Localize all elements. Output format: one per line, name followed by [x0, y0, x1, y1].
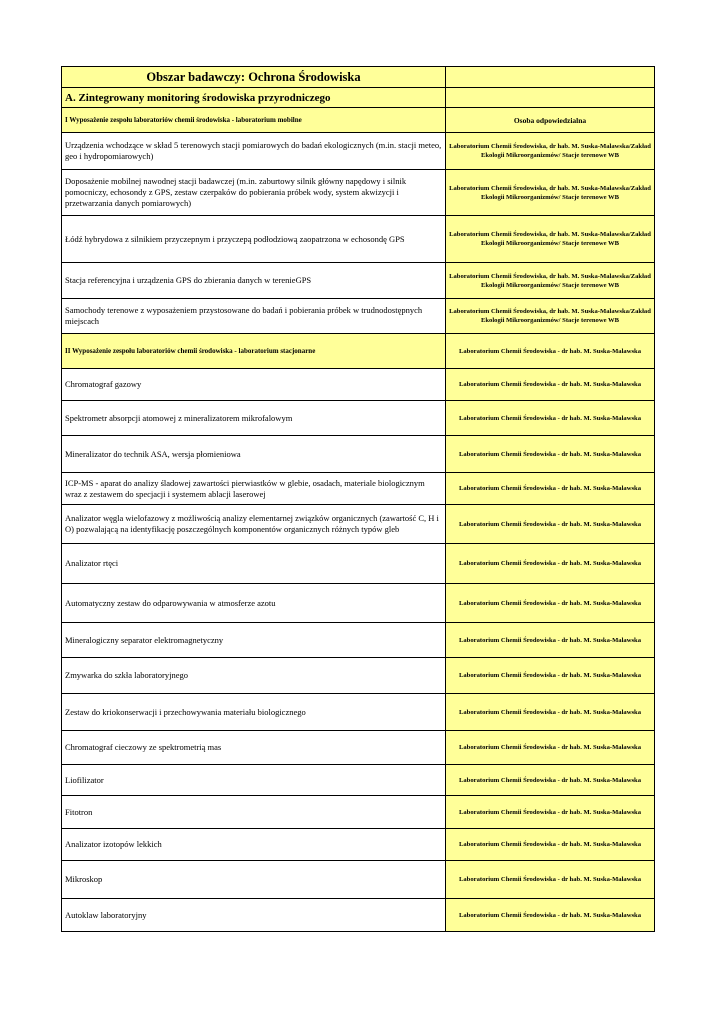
table-row — [62, 505, 655, 544]
equipment-item: Urządzenia wchodzące w skład 5 terenowych stacji pomiarowych do badań ekologicznych (m.in. stacji meteo, geo i hydropomiarowych) — [62, 133, 446, 170]
responsible-unit: Laboratorium Chemii Środowiska, dr hab. M. Suska-Malawska/Zakład Ekologii Mikroorganizmów/ Stacje terenowe WB — [446, 299, 655, 334]
table-row — [62, 899, 655, 932]
responsible-unit: Laboratorium Chemii Środowiska - dr hab. M. Suska-Malawska — [446, 796, 655, 829]
equipment-item: ICP-MS - aparat do analizy śladowej zawartości pierwiastków w glebie, osadach, materiale biologicznym wraz z zestawem do specjacji i systemem ablacji laserowej — [62, 473, 446, 505]
responsible-unit: Laboratorium Chemii Środowiska, dr hab. M. Suska-Malawska/Zakład Ekologii Mikroorganizmów/ Stacje terenowe WB — [446, 216, 655, 263]
equipment-item: Analizator węgla wielofazowy z możliwością analizy elementarnej związków organicznych (zawartość C, H i O) pozwalającą na identyfikację poszczególnych komponentów organicznych różnych typów gleb — [62, 505, 446, 544]
equipment-table-body — [62, 67, 655, 932]
responsible-unit: Laboratorium Chemii Środowiska - dr hab. M. Suska-Malawska — [446, 765, 655, 796]
equipment-item: Mikroskop — [62, 861, 446, 899]
responsible-unit: Laboratorium Chemii Środowiska - dr hab. M. Suska-Malawska — [446, 731, 655, 765]
responsible-unit: Laboratorium Chemii Środowiska, dr hab. M. Suska-Malawska/Zakład Ekologii Mikroorganizmów/ Stacje terenowe WB — [446, 263, 655, 299]
equipment-item: Zestaw do kriokonserwacji i przechowywania materiału biologicznego — [62, 694, 446, 731]
responsible-unit: Laboratorium Chemii Środowiska - dr hab. M. Suska-Malawska — [446, 436, 655, 473]
responsible-unit: Laboratorium Chemii Środowiska - dr hab. M. Suska-Malawska — [446, 899, 655, 932]
equipment-item: Spektrometr absorpcji atomowej z mineralizatorem mikrofalowym — [62, 401, 446, 436]
table-row — [62, 861, 655, 899]
table-row — [62, 829, 655, 861]
document-title: Obszar badawczy: Ochrona Środowiska — [62, 67, 446, 88]
table-row — [62, 694, 655, 731]
table-row — [62, 401, 655, 436]
table-row — [62, 544, 655, 584]
equipment-item: Automatyczny zestaw do odparowywania w atmosferze azotu — [62, 584, 446, 623]
responsible-unit: Laboratorium Chemii Środowiska - dr hab. M. Suska-Malawska — [446, 584, 655, 623]
title-empty-cell — [446, 67, 655, 88]
equipment-table — [61, 66, 655, 932]
equipment-item: Analizator izotopów lekkich — [62, 829, 446, 861]
responsible-unit: Laboratorium Chemii Środowiska - dr hab. M. Suska-Malawska — [446, 544, 655, 584]
section-2-responsible-unit: Laboratorium Chemii Środowiska - dr hab. M. Suska-Malawska — [446, 334, 655, 369]
table-row — [62, 436, 655, 473]
table-row — [62, 731, 655, 765]
table-row — [62, 584, 655, 623]
table-row — [62, 623, 655, 658]
equipment-item: Łódź hybrydowa z silnikiem przyczepnym i przyczepą podłodziową zaopatrzona w echosondę GPS — [62, 216, 446, 263]
responsible-unit: Laboratorium Chemii Środowiska - dr hab. M. Suska-Malawska — [446, 829, 655, 861]
equipment-item: Stacja referencyjna i urządzenia GPS do zbierania danych w terenieGPS — [62, 263, 446, 299]
responsible-unit: Laboratorium Chemii Środowiska, dr hab. M. Suska-Malawska/Zakład Ekologii Mikroorganizmów/ Stacje terenowe WB — [446, 133, 655, 170]
responsible-unit: Laboratorium Chemii Środowiska - dr hab. M. Suska-Malawska — [446, 658, 655, 694]
equipment-item: Mineralizator do technik ASA, wersja płomieniowa — [62, 436, 446, 473]
responsible-unit: Laboratorium Chemii Środowiska - dr hab. M. Suska-Malawska — [446, 401, 655, 436]
equipment-item: Liofilizator — [62, 765, 446, 796]
subtitle-empty-cell — [446, 88, 655, 108]
section-1-header-row — [62, 108, 655, 133]
equipment-item: Chromatograf gazowy — [62, 369, 446, 401]
equipment-item: Zmywarka do szkła laboratoryjnego — [62, 658, 446, 694]
subtitle-row — [62, 88, 655, 108]
table-row — [62, 216, 655, 263]
responsible-unit: Laboratorium Chemii Środowiska - dr hab. M. Suska-Malawska — [446, 861, 655, 899]
equipment-item: Autoklaw laboratoryjny — [62, 899, 446, 932]
table-row — [62, 765, 655, 796]
table-row — [62, 170, 655, 216]
responsible-unit: Laboratorium Chemii Środowiska - dr hab. M. Suska-Malawska — [446, 473, 655, 505]
table-row — [62, 263, 655, 299]
section-a-heading: A. Zintegrowany monitoring środowiska przyrodniczego — [62, 88, 446, 108]
table-row — [62, 299, 655, 334]
title-row — [62, 67, 655, 88]
equipment-item: Analizator rtęci — [62, 544, 446, 584]
responsible-unit: Laboratorium Chemii Środowiska, dr hab. M. Suska-Malawska/Zakład Ekologii Mikroorganizmów/ Stacje terenowe WB — [446, 170, 655, 216]
table-row — [62, 133, 655, 170]
responsible-unit: Laboratorium Chemii Środowiska - dr hab. M. Suska-Malawska — [446, 505, 655, 544]
section-2-label: II Wyposażenie zespołu laboratoriów chemii środowiska - laboratorium stacjonarne — [62, 334, 446, 369]
table-row — [62, 473, 655, 505]
equipment-item: Fitotron — [62, 796, 446, 829]
table-row — [62, 369, 655, 401]
equipment-item: Mineralogiczny separator elektromagnetyczny — [62, 623, 446, 658]
section-2-header-row — [62, 334, 655, 369]
responsible-unit: Laboratorium Chemii Środowiska - dr hab. M. Suska-Malawska — [446, 369, 655, 401]
equipment-item: Doposażenie mobilnej nawodnej stacji badawczej (m.in. zaburtowy silnik główny napędowy i silnik pomocniczy, echosondy z GPS, zestaw czerpaków do pobierania próbek wody, system akwizycji i przetwarzania danych pomiarowych) — [62, 170, 446, 216]
equipment-item: Chromatograf cieczowy ze spektrometrią mas — [62, 731, 446, 765]
responsible-unit: Laboratorium Chemii Środowiska - dr hab. M. Suska-Malawska — [446, 623, 655, 658]
table-row — [62, 796, 655, 829]
responsible-unit: Laboratorium Chemii Środowiska - dr hab. M. Suska-Malawska — [446, 694, 655, 731]
section-1-label: I Wyposażenie zespołu laboratoriów chemii środowiska - laboratorium mobilne — [62, 108, 446, 133]
responsible-person-header: Osoba odpowiedzialna — [446, 108, 655, 133]
table-row — [62, 658, 655, 694]
equipment-item: Samochody terenowe z wyposażeniem przystosowane do badań i pobierania próbek w trudnodostępnych miejscach — [62, 299, 446, 334]
